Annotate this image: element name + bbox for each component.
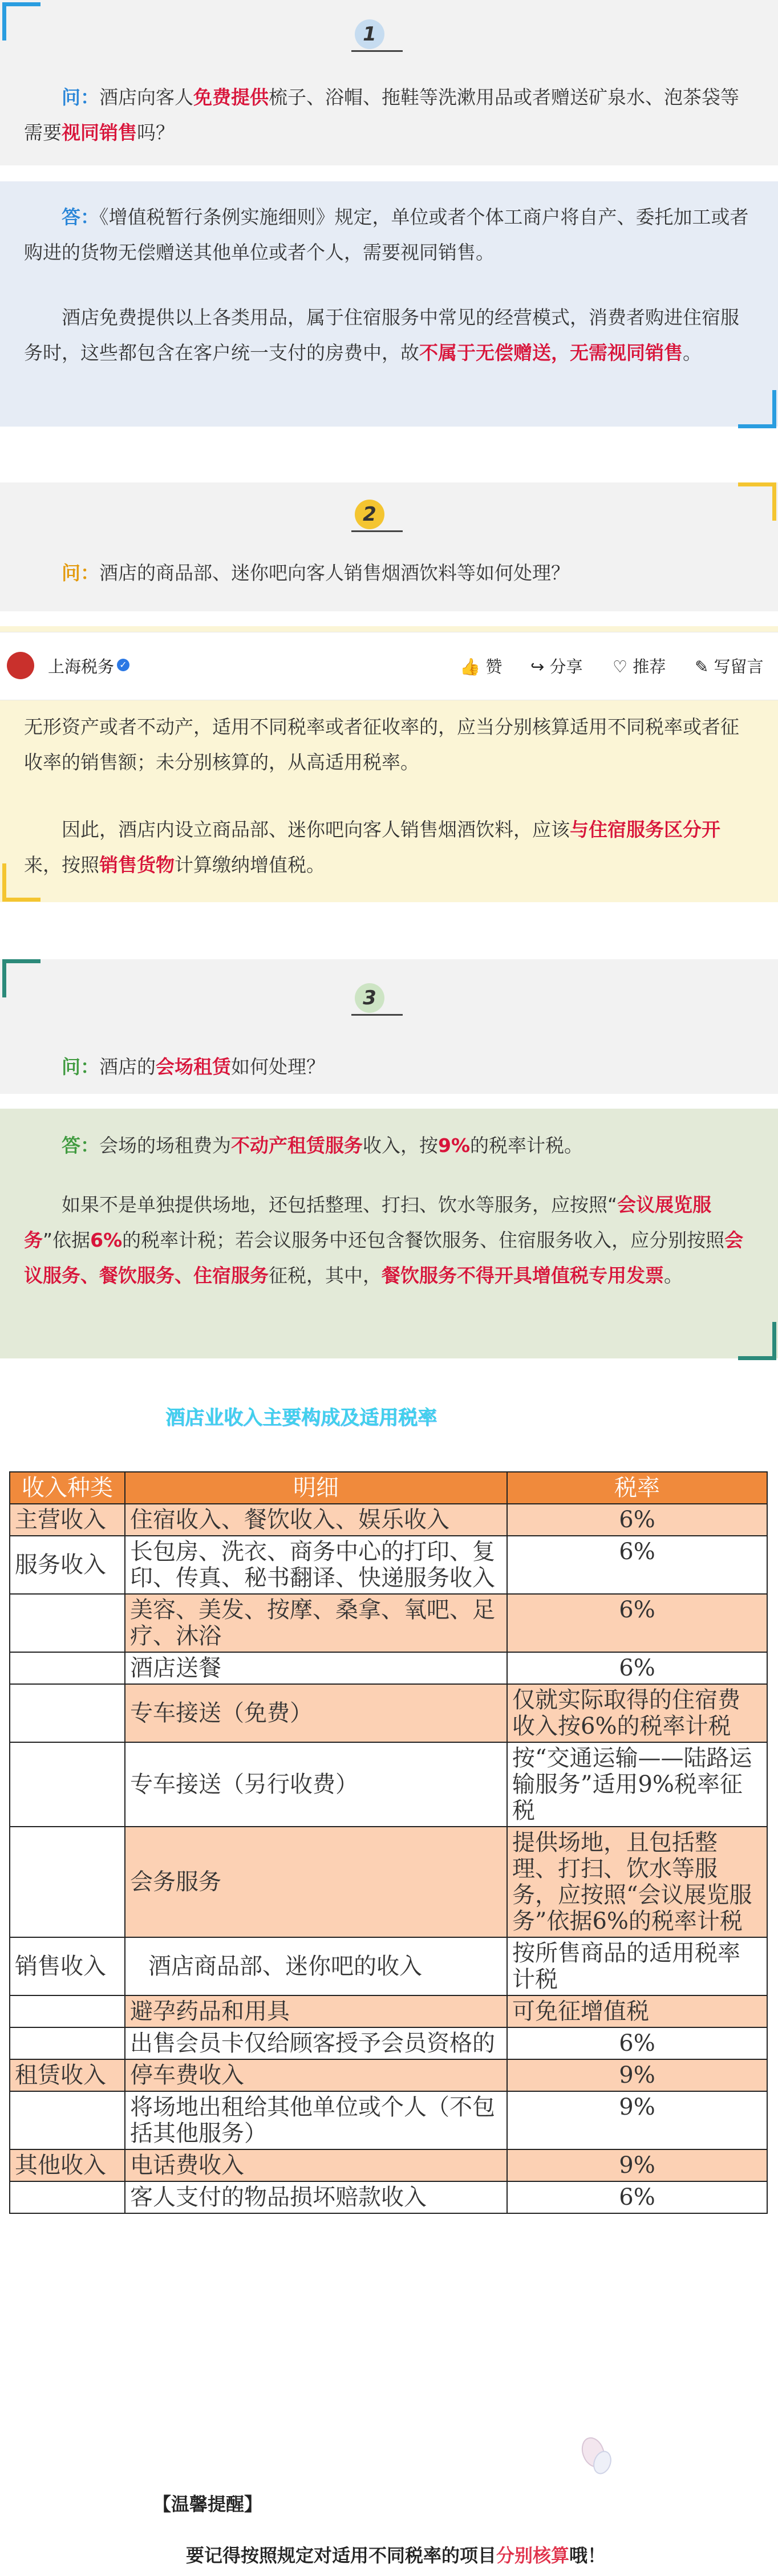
q1-badge-underline xyxy=(351,50,403,52)
table-title: 酒店业收入主要构成及适用税率 xyxy=(165,1406,437,1429)
comment-button[interactable]: ✎ 写留言 xyxy=(695,657,764,676)
table-row: 主营收入 住宿收入、餐饮收入、娱乐收入 6% xyxy=(10,1504,767,1536)
table-row: 避孕药品和用具 可免征增值税 xyxy=(10,1995,767,2027)
share-icon: ↪ xyxy=(530,657,545,676)
reminder-highlight: 分别核算 xyxy=(496,2545,570,2566)
table-row: 销售收入 酒店商品部、迷你吧的收入 按所售商品的适用税率计税 xyxy=(10,1937,767,1995)
q3-question-label: 问： xyxy=(62,1056,99,1078)
q2-answer: 无形资产或者不动产，适用不同税率或者征收率的，应当分别核算适用不同税率或者征收率的销售额；未分别核算的，从高适用税率。 因此，酒店内设立商品部、迷你吧向客人销售烟酒饮料，应该与住宿服务区分开来，按照销售货物计算缴纳增值税。 xyxy=(24,716,739,876)
like-button[interactable]: 👍 赞 xyxy=(460,657,503,676)
table-row: 专车接送（免费） 仅就实际取得的住宿费收入按6%的税率计税 xyxy=(10,1684,767,1742)
q1-question: 问：酒店向客人免费提供梳子、浴帽、拖鞋等洗漱用品或者赠送矿泉水、泡茶袋等需要视同销售吗？ xyxy=(24,86,739,144)
q1-number-badge: 1 xyxy=(355,19,384,49)
reminder-text: 要记得按照规定对适用不同税率的项目分别核算哦！ xyxy=(186,2545,606,2566)
reminder-title: 【温馨提醒】 xyxy=(153,2493,263,2515)
q1-answer-corner-decoration xyxy=(738,390,776,428)
q3-answer: 答：会场的场租费为不动产租赁服务收入，按9%的税率计税。 如果不是单独提供场地，还包括整理、打扫、饮水等服务，应按照“会议展览服务”依据6%的税率计税；若会议服务中还包含餐饮服务、住宿服务收入，应分别按照会议服务、餐饮服务、住宿服务征税，其中，餐饮服务不得开具增值税专用发票。 xyxy=(24,1134,744,1287)
table-row: 服务收入 长包房、洗衣、商务中心的打印、复印、传真、秘书翻译、快递服务收入 6% xyxy=(10,1536,767,1594)
table-row: 租赁收入 停车费收入 9% xyxy=(10,2059,767,2091)
q3-answer-corner-decoration xyxy=(738,1322,776,1360)
q2-number-badge: 2 xyxy=(355,500,384,529)
table-row: 专车接送（另行收费） 按“交通运输——陆路运输服务”适用9%税率征税 xyxy=(10,1742,767,1827)
heart-icon: ♡ xyxy=(613,657,627,676)
tax-rate-table xyxy=(9,1471,768,2214)
table-row: 客人支付的物品损坏赔款收入 6% xyxy=(10,2181,767,2213)
thumbs-up-icon: 👍 xyxy=(460,657,481,676)
q1-answer: 答：《增值税暂行条例实施细则》规定，单位或者个体工商户将自产、委托加工或者购进的货物无偿赠送其他单位或者个人，需要视同销售。 酒店免费提供以上各类用品，属于住宿服务中常见的经营模式，消费者购进住宿服务时，这些都包含在客户统一支付的房费中，故不属于无偿赠送，无需视同销售。 xyxy=(24,206,749,364)
account-avatar[interactable] xyxy=(7,652,34,679)
q2-highlight-separate: 与住宿服务区分开 xyxy=(570,818,720,841)
q2-highlight-goods: 销售货物 xyxy=(99,854,175,876)
q1-corner-decoration xyxy=(2,2,40,40)
q2-question-box xyxy=(0,482,778,611)
account-name[interactable]: 上海税务 xyxy=(48,657,115,676)
header-detail: 明细 xyxy=(125,1472,507,1504)
q2-corner-decoration xyxy=(738,482,776,521)
q1-question-label: 问： xyxy=(62,86,99,108)
table-row: 出售会员卡仅给顾客授予会员资格的 6% xyxy=(10,2027,767,2059)
q1-highlight-conclusion: 不属于无偿赠送，无需视同销售 xyxy=(419,342,683,364)
q3-answer-label: 答： xyxy=(62,1134,99,1157)
q3-corner-decoration xyxy=(2,959,40,997)
header-rate: 税率 xyxy=(507,1472,767,1504)
table-row: 酒店送餐 6% xyxy=(10,1652,767,1684)
share-button[interactable]: ↪ 分享 xyxy=(530,657,583,676)
header-category: 收入种类 xyxy=(10,1472,125,1504)
table-row: 美容、美发、按摩、桑拿、氧吧、足疗、沐浴 6% xyxy=(10,1594,767,1652)
q2-question-label: 问： xyxy=(62,562,99,584)
q3-badge-underline xyxy=(351,1014,403,1016)
table-row: 其他收入 电话费收入 9% xyxy=(10,2149,767,2181)
butterfly-decoration-icon xyxy=(581,2435,615,2481)
verified-icon: ✓ xyxy=(117,659,129,671)
q3-number-badge: 3 xyxy=(355,983,384,1013)
q3-question: 问：酒店的会场租赁如何处理？ xyxy=(62,1056,325,1078)
comment-icon: ✎ xyxy=(695,657,709,676)
q1-highlight-free: 免费提供 xyxy=(193,86,269,108)
table-row: 将场地出租给其他单位或个人（不包括其他服务） 9% xyxy=(10,2091,767,2149)
article-action-bar xyxy=(0,632,778,700)
q2-answer-corner-decoration xyxy=(2,863,40,902)
table-row: 会务服务 提供场地，且包括整理、打扫、饮水等服务，应按照“会议展览服务”依据6%的税率计税 xyxy=(10,1827,767,1937)
q2-badge-underline xyxy=(351,530,403,532)
table-header-row xyxy=(10,1472,767,1504)
recommend-button[interactable]: ♡ 推荐 xyxy=(613,657,666,676)
q3-highlight-venue: 会场租赁 xyxy=(156,1056,231,1078)
q1-highlight-deemed-sale: 视同销售 xyxy=(62,121,137,144)
q2-question: 问：酒店的商品部、迷你吧向客人销售烟酒饮料等如何处理？ xyxy=(62,562,570,584)
q1-answer-label: 答： xyxy=(62,206,99,228)
